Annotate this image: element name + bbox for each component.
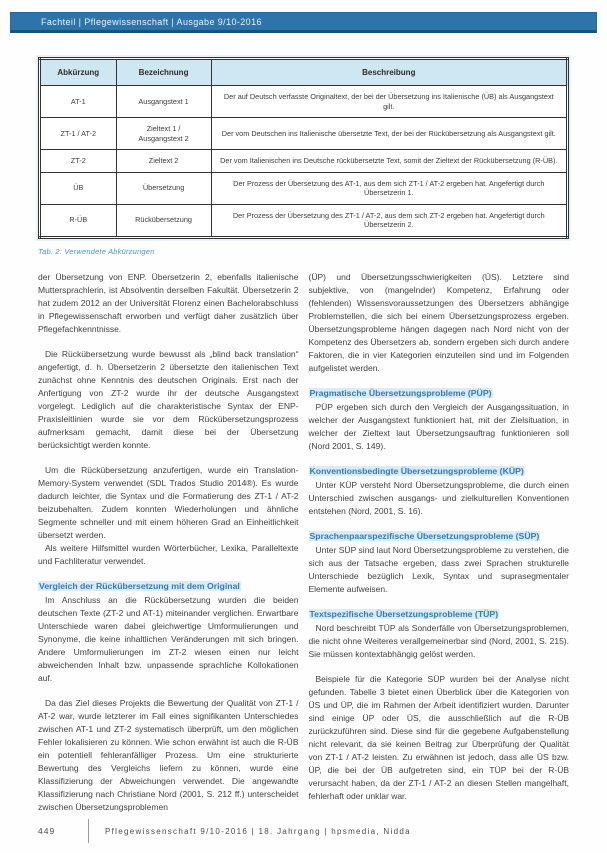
paragraph: Beispiele für die Kategorie SÜP wurden bei der Analyse nicht gefunden. Tabelle 3 bietet einen Überblick über die Kategorien von ÜS und ÜP, die im Rahmen der Arbeit identifiziert wurden. Darunter sind einige ÜP oder ÜS, die ausschließlich auf die R-ÜB zurückzuführen sind. Diese sind für die gegebene Aufgabenstellung nicht relevant, da sie keinen Beitrag zur Überprüfung der Qualität von ZT-1 / AT-2 leisten. Zu erwähnen ist jedoch, dass alle ÜS bzw. ÜP, die bei der ÜB aufgetreten sind, ein TÜP bei der R-ÜB verursacht haben, da der ZT-1 / AT-2 an diesen Stellen mangelhaft, fehlerhaft oder unklar war. [308,673,569,801]
cell-abkuerzung: AT-1 [40,86,117,118]
paragraph: Unter KÜP versteht Nord Übersetzungsprobleme, die durch einen Unterschied zwischen ausgangs- und zielkulturellen Konventionen entstehen (Nord, 2001, S. 16). [308,479,569,516]
section-heading [309,387,570,400]
cell-beschreibung: Der Prozess der Übersetzung des AT-1, aus dem sich ZT-1 / AT-2 ergeben hat. Angefertigt durch Übersetzerin 1. [211,172,567,204]
paragraph: Nord beschreibt TÜP als Sonderfälle von Übersetzungsproblemen, die nicht ohne Weiteres verallgemeinerbar sind (Nord, 2001, S. 215). Sie müssen kontextabhängig gelöst werden. [308,622,569,659]
cell-abkuerzung: ZT-1 / AT-2 [40,118,117,150]
cell-bezeichnung: Zieltext 1 / Ausgangstext 2 [116,118,211,150]
page-header-banner [10,12,597,33]
table-caption: Tab. 2: Verwendete Abkürzungen [38,246,155,256]
cell-abkuerzung: R-ÜB [40,204,117,237]
table-header-row [40,59,568,86]
section-heading-label: Konventionsbedingte Übersetzungsprobleme (KÜP) [309,465,524,476]
left-column [38,271,299,826]
table-row [40,172,568,204]
section-heading-label: Pragmatische Übersetzungsprobleme (PÜP) [309,387,492,398]
cell-beschreibung: Der vom Deutschen ins Italienische übersetzte Text, der bei der Rückübersetzung als Ausgangstext gilt. [211,118,567,150]
section-heading [309,530,570,543]
main-content [38,57,569,826]
cell-beschreibung: Der vom Italienischen ins Deutsche rückübersetzte Text, somit der Zieltext der Rückübersetzung (R-ÜB). [211,150,567,173]
section-heading [309,465,570,478]
paragraph: Um die Rückübersetzung anzufertigen, wurde ein Translation-Memory-System verwendet (SDL Trados Studio 2014®). Es wurde dadurch leichter, die Syntax und die Formatierung des ZT-1 / AT-2 beizubehalten. Zudem konnten Wiederholungen und ähnliche Segmente schneller und mit einem höheren Grad an Einheitlichkeit übersetzt werden. [38,464,299,540]
cell-abkuerzung: ÜB [40,172,117,204]
paragraph: der Übersetzung von ENP. Übersetzerin 2, ebenfalls italienische Muttersprachlerin, ist Absolventin derselben Fakultät. Übersetzerin 2 hat zudem 2012 an der Universität Florenz einen Bachelorabschluss in Pflegewissenschaft erworben und verfügt daher zusätzlich über Pflegefachkenntnisse. [38,271,299,334]
paragraph: Unter SÜP sind laut Nord Übersetzungsprobleme zu verstehen, die sich aus der Tatsache ergeben, dass zwei Sprachen strukturelle Unterschiede bezüglich Lexik, Syntax und suprasegmentaler Elemente aufweisen. [308,544,569,594]
cell-bezeichnung: Zieltext 2 [116,150,211,173]
cell-bezeichnung: Rückübersetzung [116,204,211,237]
paragraph: PÜP ergeben sich durch den Vergleich der Ausgangssituation, in welcher der Ausgangstext funktioniert hat, mit der Zielsituation, in welcher der Zieltext laut Übersetzungsauftrag funktionieren soll (Nord 2001, S. 149). [308,401,569,451]
section-heading [309,608,570,621]
section-heading-label: Sprachenpaarspezifische Übersetzungsprobleme (SÜP) [309,530,540,541]
right-column [309,271,570,826]
header-title: Fachteil | Pflegewissenschaft | Ausgabe 9/10-2016 [41,16,262,27]
footer-journal-info: Pflegewissenschaft 9/10-2016 | 18. Jahrgang | hpsmedia, Nidda [105,826,411,836]
column-header-beschreibung: Beschreibung [211,59,567,86]
table-row [40,86,568,118]
paragraph: (ÜP) und Übersetzungsschwierigkeiten (ÜS). Letztere sind subjektive, von (mangelnder) Kompetenz, Erfahrung oder (fehlenden) Wissensvoraussetzungen des Übersetzers abhängige Problemstellen, die sich bei einem Übersetzungsprozess ergeben. Übersetzungsprobleme hängen dagegen nach Nord nicht von der Kompetenz des Übersetzers ab, sondern ergeben sich durch andere Faktoren, die in vier Kategorien einzuteilen sind und im Folgenden aufgelistet werden. [308,271,569,373]
abbreviations-table [38,57,569,239]
cell-beschreibung: Der Prozess der Übersetzung des ZT-1 / AT-2, aus dem sich ZT-2 ergeben hat. Angefertigt durch Übersetzerin 2. [211,204,567,237]
cell-bezeichnung: Ausgangstext 1 [116,86,211,118]
cell-bezeichnung: Übersetzung [116,172,211,204]
section-heading-label: Vergleich der Rückübersetzung mit dem Original [39,580,240,591]
paragraph: Als weitere Hilfsmittel wurden Wörterbücher, Lexika, Paralleltexte und Fachliteratur verwendet. [38,542,299,566]
page-number: 449 [38,826,56,836]
column-header-bezeichnung: Bezeichnung [116,59,211,86]
column-header-abkuerzung: Abkürzung [40,59,117,86]
section-heading [38,580,299,593]
footer-divider [88,819,89,843]
section-heading-label: Textspezifische Übersetzungsprobleme (TÜP) [309,608,499,619]
table-row [40,150,568,173]
paragraph: Die Rückübersetzung wurde bewusst als „blind back translation“ angefertigt, d. h. Übersetzerin 2 übersetzte den italienischen Text zunächst ohne Kenntnis des deutschen Originals. Erst nach der Anfertigung von ZT-2 wurde ihr der deutsche Ausgangstext vorgelegt. Lediglich auf die charakteristische Syntax der ENP-Praxisleitlinien wurde sie vor dem Rückübersetzungsprozess aufmerksam gemacht, damit diese bei der Übersetzung berücksichtigt werden konnte. [38,348,299,450]
cell-beschreibung: Der auf Deutsch verfasste Originaltext, der bei der Übersetzung ins Italienische (ÜB) als Ausgangstext gilt. [211,86,567,118]
body-columns [38,271,569,826]
table-row [40,204,568,237]
table-row [40,118,568,150]
paragraph: Da das Ziel dieses Projekts die Bewertung der Qualität von ZT-1 / AT-2 war, wurde letzterer im Fall eines signifikanten Unterschiedes zwischen AT-1 und ZT-2 systematisch überprüft, um den möglichen Fehler lokalisieren zu können. Wie schon erwähnt ist auch die R-ÜB ein potentiell fehleranfälliger Prozess. Um eine strukturierte Bewertung des Vergleichs liefern zu können, wurde eine Klassifizierung der Abweichungen verwendet. Die angewandte Klassifizierung nach Christiane Nord (2001, S. 212 ff.) unterscheidet zwischen Übersetzungsproblemen [38,697,299,812]
cell-abkuerzung: ZT-2 [40,150,117,173]
paragraph: Im Anschluss an die Rückübersetzung wurden die beiden deutschen Texte (ZT-2 und AT-1) miteinander verglichen. Erwartbare Unterschiede waren dabei gleichwertige Umformulierungen und Synonyme, die keine inhaltlichen Veränderungen mit sich bringen. Andere Umformulierungen im ZT-2 wiesen einen nur leicht abweichenden Inhalt bzw. unpassende sprachliche Kollokationen auf. [38,594,299,683]
page-footer [38,818,569,844]
